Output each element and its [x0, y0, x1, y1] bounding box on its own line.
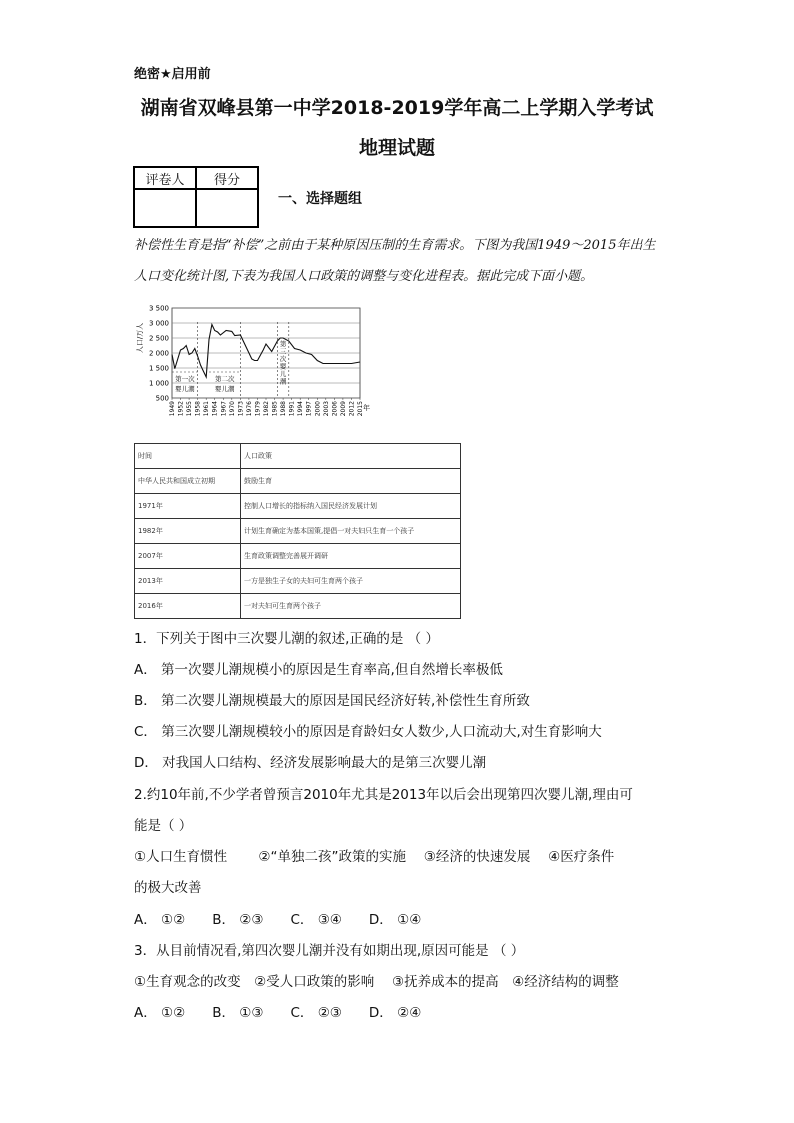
annotation-label-line1: 第一次 — [175, 375, 195, 383]
q2-options[interactable]: A． ①② B． ②③ C． ③④ D． ①④ — [134, 912, 422, 928]
x-tick-label: 1958 — [194, 401, 202, 417]
policy-time-cell: 中华人民共和国成立初期 — [135, 469, 241, 494]
policy-time-cell: 1982年 — [135, 519, 241, 544]
y-tick-label: 2 000 — [148, 349, 169, 358]
policy-time-cell: 时间 — [135, 444, 241, 469]
annotation-label-line1: 第二次 — [214, 375, 235, 383]
x-tick-label: 1976 — [245, 401, 253, 417]
annotation-label-line2: 婴儿潮 — [175, 385, 195, 393]
section-heading: 一、选择题组 — [278, 191, 362, 207]
q1-option-a[interactable]: A． 第一次婴儿潮规模小的原因是生育率高,但自然增长率极低 — [134, 662, 503, 678]
policy-text-cell: 一方是独生子女的夫妇可生育两个孩子 — [241, 569, 461, 594]
policy-text-cell: 生育政策调整完善展开调研 — [241, 544, 461, 569]
policy-text-cell: 一对夫妇可生育两个孩子 — [241, 594, 461, 619]
y-axis-label: 人口/万人 — [136, 322, 144, 354]
x-tick-label: 1964 — [211, 401, 219, 417]
policy-row — [135, 594, 461, 619]
y-tick-label: 3 000 — [148, 319, 169, 328]
exam-title: 湖南省双峰县第一中学2018-2019学年高二上学期入学考试 — [140, 97, 654, 119]
x-axis-label: 年 — [363, 404, 370, 412]
question-2-line2: 能是（ ） — [134, 818, 193, 834]
question-2-line1: 2.约10年前,不少学者曾预言2010年尤其是2013年以后会出现第四次婴儿潮,理由可 — [134, 787, 633, 803]
x-tick-label: 1952 — [177, 401, 185, 417]
question-3: 3．从目前情况看,第四次婴儿潮并没有如期出现,原因可能是 （ ） — [134, 943, 525, 959]
policy-time-cell: 2007年 — [135, 544, 241, 569]
policy-row — [135, 544, 461, 569]
x-tick-label: 2009 — [339, 401, 347, 417]
policy-time-cell: 2013年 — [135, 569, 241, 594]
annotation-label-vertical: 第三次婴儿潮 — [279, 340, 287, 386]
y-tick-label: 3 500 — [148, 304, 169, 313]
question-1: 1．下列关于图中三次婴儿潮的叙述,正确的是 （ ） — [134, 631, 439, 647]
policy-table — [134, 443, 461, 619]
x-tick-label: 2012 — [348, 401, 356, 417]
score-table — [133, 166, 259, 228]
intro-paragraph: 补偿性生育是指“补偿”之前由于某种原因压制的生育需求。下图为我国1949～2015年出生人口变化统计图,下表为我国人口政策的调整与变化进程表。据此完成下面小题。 — [134, 238, 656, 284]
y-tick-label: 1 500 — [148, 364, 169, 373]
secret-mark: 绝密★启用前 — [134, 67, 211, 82]
x-tick-label: 1961 — [203, 401, 211, 417]
policy-row — [135, 469, 461, 494]
policy-text-cell: 人口政策 — [241, 444, 461, 469]
q2-items-line1: ①人口生育惯性 ②“单独二孩”政策的实施 ③经济的快速发展 ④医疗条件 — [134, 849, 615, 865]
x-tick-label: 2003 — [322, 401, 330, 417]
x-tick-label: 1970 — [228, 401, 236, 417]
x-tick-label: 1997 — [305, 401, 313, 417]
exam-subtitle: 地理试题 — [358, 137, 435, 159]
x-tick-label: 1967 — [220, 401, 228, 417]
reviewer-cell[interactable] — [134, 189, 196, 227]
x-tick-label: 1973 — [237, 401, 245, 417]
q1-option-b[interactable]: B． 第二次婴儿潮规模最大的原因是国民经济好转,补偿性生育所致 — [134, 693, 530, 709]
x-tick-label: 1985 — [271, 401, 279, 417]
policy-time-cell: 1971年 — [135, 494, 241, 519]
score-cell[interactable] — [196, 189, 258, 227]
y-tick-label: 1 000 — [148, 379, 169, 388]
q2-items-line2: 的极大改善 — [134, 880, 202, 896]
x-tick-label: 1979 — [254, 401, 262, 417]
policy-time-cell: 2016年 — [135, 594, 241, 619]
y-tick-label: 2 500 — [148, 334, 169, 343]
x-tick-label: 2015 — [357, 401, 364, 417]
y-tick-label: 500 — [155, 394, 169, 403]
x-tick-label: 1982 — [263, 401, 270, 417]
q1-option-d[interactable]: D． 对我国人口结构、经济发展影响最大的是第三次婴儿潮 — [134, 755, 487, 771]
reviewer-header: 评卷人 — [134, 167, 196, 189]
q3-items: ①生育观念的改变 ②受人口政策的影响 ③抚养成本的提高 ④经济结构的调整 — [134, 974, 619, 990]
x-tick-label: 2006 — [331, 401, 339, 417]
birth-population-chart — [134, 298, 384, 423]
x-tick-label: 1991 — [288, 401, 296, 417]
policy-text-cell: 控制人口增长的指标纳入国民经济发展计划 — [241, 494, 461, 519]
policy-header-row — [135, 444, 461, 469]
series-line — [172, 325, 360, 378]
x-tick-label: 1994 — [297, 401, 305, 417]
score-header: 得分 — [196, 167, 258, 189]
q1-option-c[interactable]: C． 第三次婴儿潮规模较小的原因是育龄妇女人数少,人口流动大,对生育影响大 — [134, 724, 602, 740]
x-tick-label: 1955 — [186, 401, 194, 417]
policy-text-cell: 鼓励生育 — [241, 469, 461, 494]
policy-row — [135, 494, 461, 519]
x-tick-label: 1949 — [169, 401, 176, 417]
annotation-label-line2: 婴儿潮 — [214, 385, 235, 393]
policy-row — [135, 569, 461, 594]
q3-options[interactable]: A． ①② B． ①③ C． ②③ D． ②④ — [134, 1005, 422, 1021]
policy-row — [135, 519, 461, 544]
policy-text-cell: 计划生育确定为基本国策,提倡一对夫妇只生育一个孩子 — [241, 519, 461, 544]
x-tick-label: 1988 — [280, 401, 288, 417]
x-tick-label: 2000 — [314, 401, 322, 417]
